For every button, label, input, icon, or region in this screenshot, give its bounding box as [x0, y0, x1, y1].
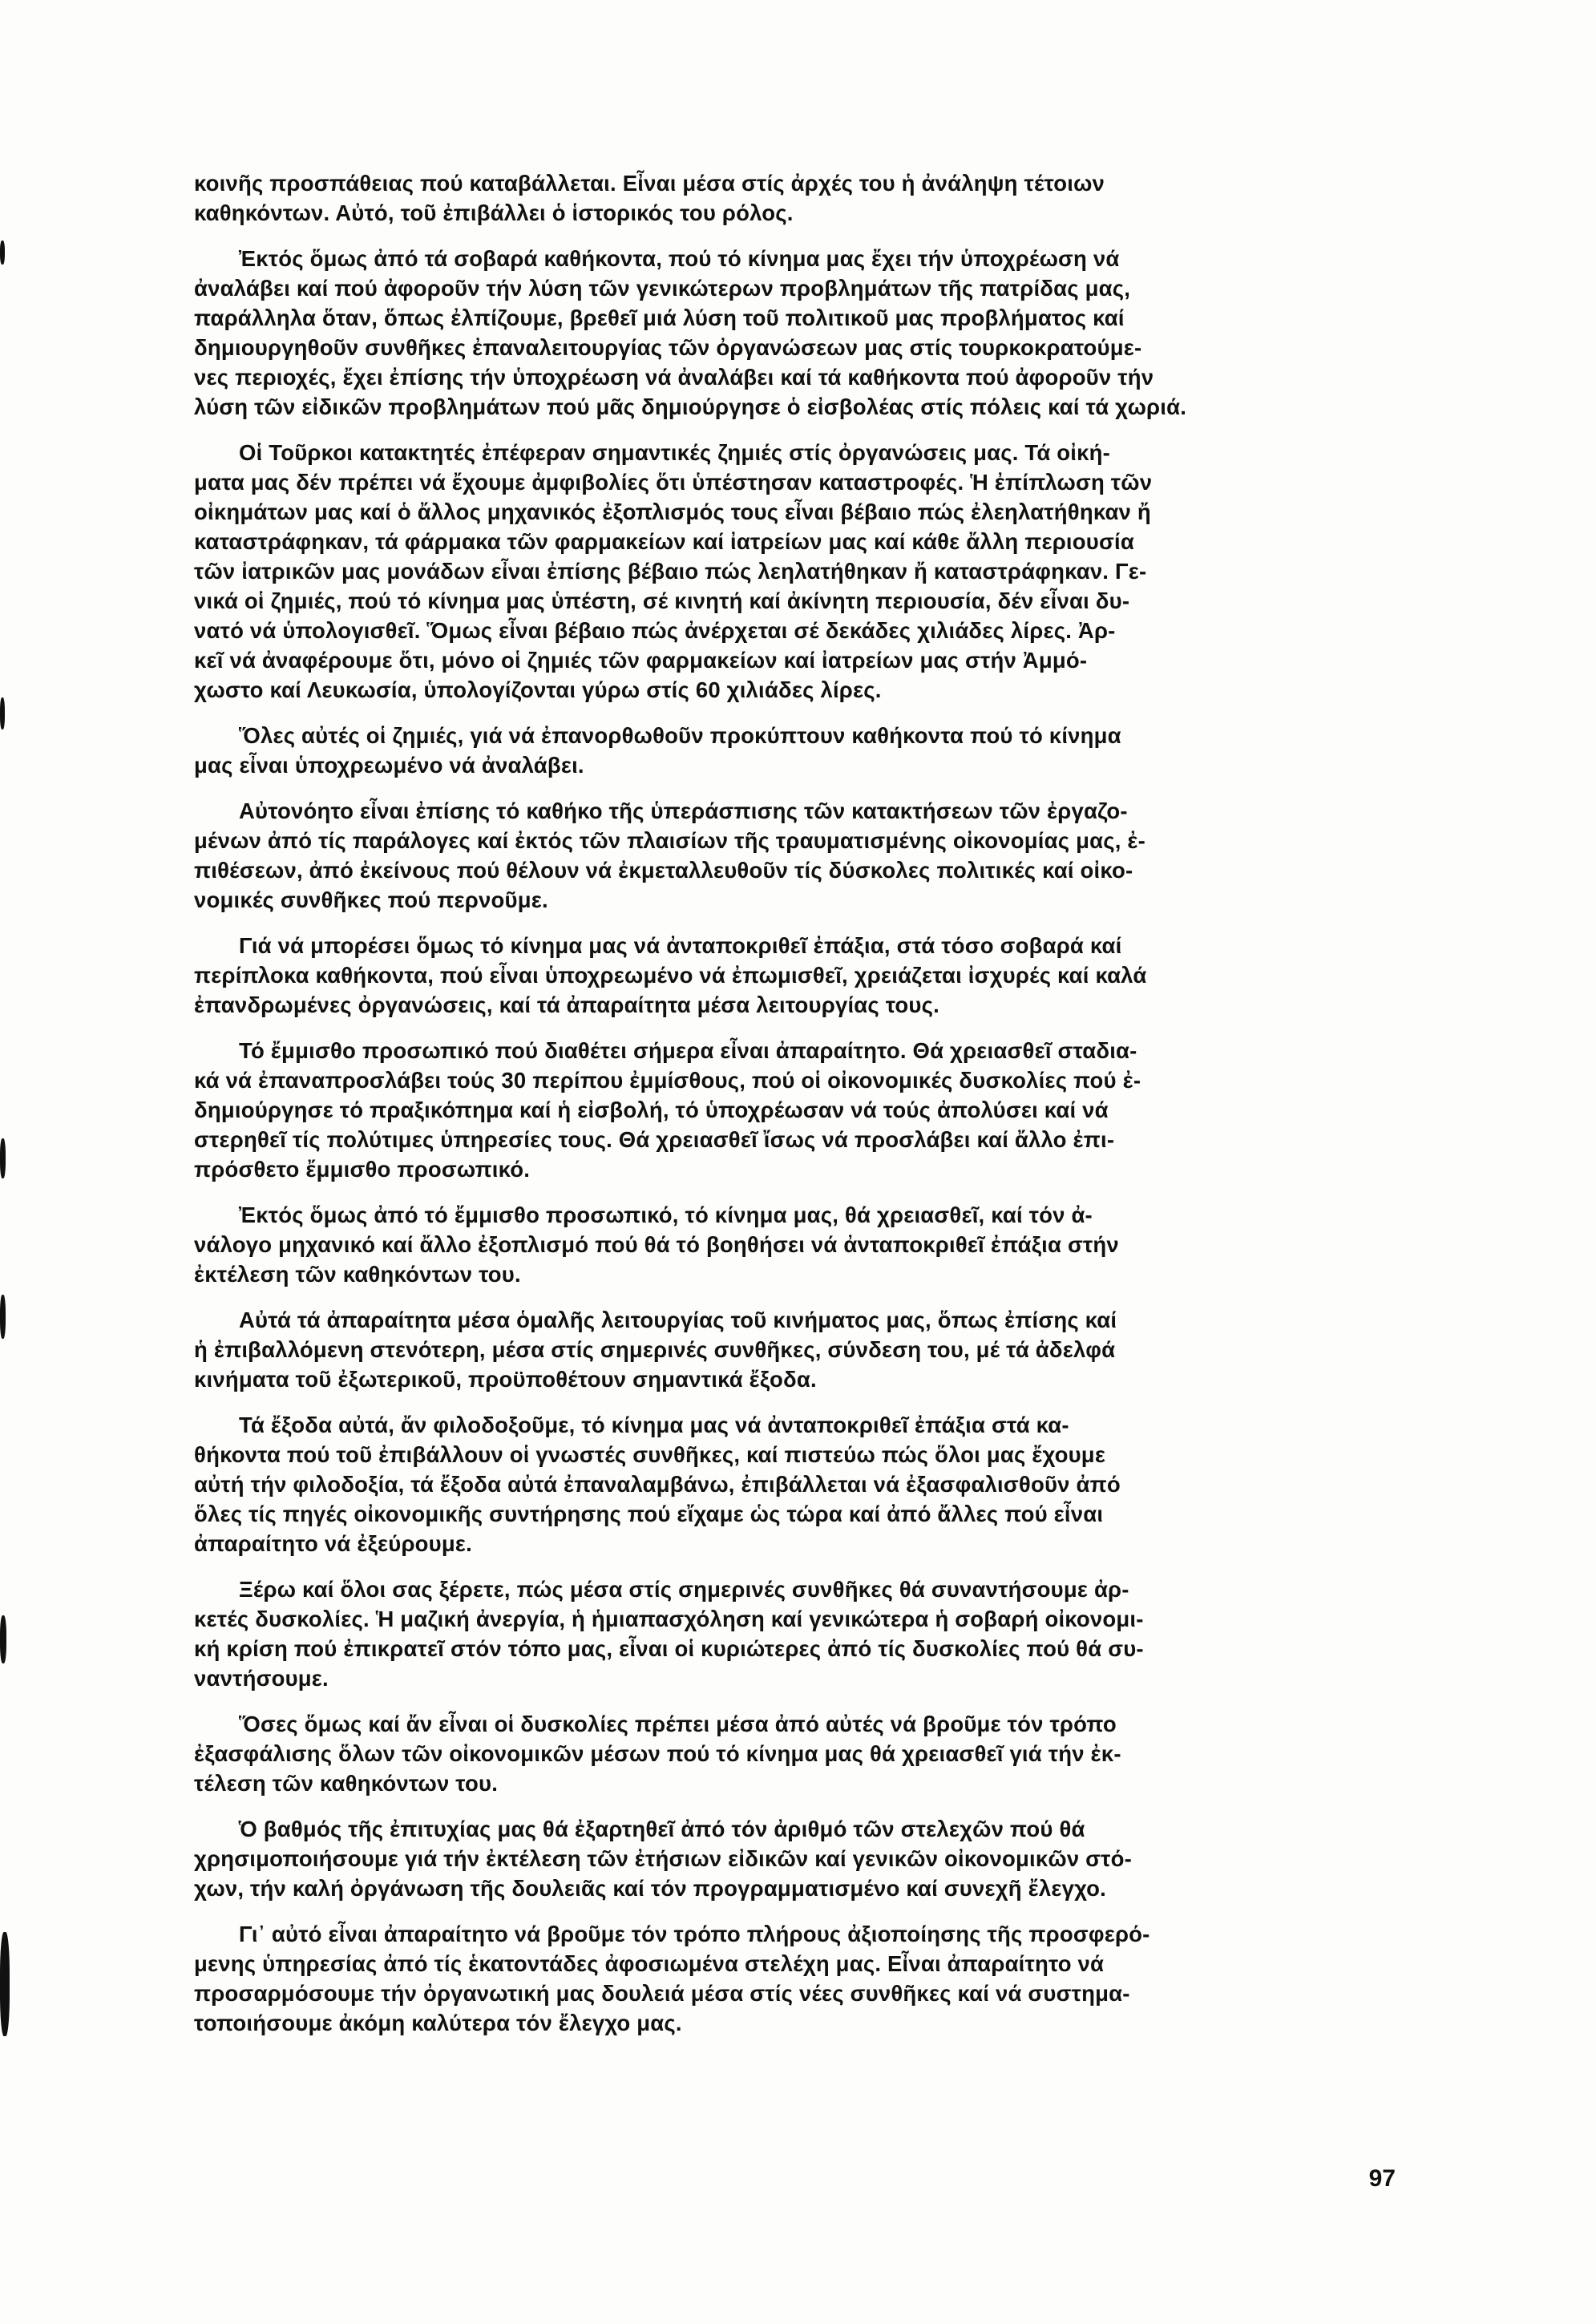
paragraph: Γι᾽ αὐτό εἶναι ἀπαραίτητο νά βροῦμε τόν τρόπο πλήρους ἀξιοποίησης τῆς προσφερό- μενης ὑπηρεσίας ἀπό τίς ἑκατοντάδες ἀφοσιωμένα στελέχη μας. Εἶναι ἀπαραίτητο νά προσαρμόσουμε τήν ὀργανωτική μας δουλειά μέσα στίς νέες συνθῆκες καί νά συστημα- τοποιήσουμε ἀκόμη καλύτερα τόν ἔλεγχο μας. — [194, 1922, 1150, 2035]
paragraph: Ξέρω καί ὅλοι σας ξέρετε, πώς μέσα στίς σημερινές συνθῆκες θά συναντήσουμε ἀρ- κετές δυσκολίες. Ἡ μαζική ἀνεργία, ἡ ἡμιαπασχόληση καί γενικώτερα ἡ σοβαρή οἰκονομι- κή κρίση πού ἐπικρατεῖ στόν τόπο μας, εἶναι οἱ κυριώτερες ἀπό τίς δυσκολίες πού θά συ- ναντήσουμε. — [194, 1577, 1144, 1691]
paragraph: Ἐκτός ὅμως ἀπό τά σοβαρά καθήκοντα, πού τό κίνημα μας ἔχει τήν ὑποχρέωση νά ἀναλάβει καί πού ἀφοροῦν τήν λύση τῶν γενικώτερων προβλημάτων τῆς πατρίδας μας, παράλληλα ὅταν, ὅπως ἐλπίζουμε, βρεθεῖ μιά λύση τοῦ πολιτικοῦ μας προβλήματος καί δημιουργηθοῦν συνθῆκες ἐπαναλειτουργίας τῶν ὀργανώσεων μας στίς τουρκοκρατούμε- νες περιοχές, ἔχει ἐπίσης τήν ὑποχρέωση νά ἀναλάβει καί τά καθήκοντα πού ἀφοροῦν τήν λύση τῶν εἰδικῶν προβλημάτων πού μᾶς δημιούργησε ὁ εἰσβολέας στίς πόλεις καί τά χωριά. — [194, 246, 1187, 419]
paragraph: Τό ἔμμισθο προσωπικό πού διαθέτει σήμερα εἶναι ἀπαραίτητο. Θά χρειασθεῖ σταδια- κά νά ἐπαναπροσλάβει τούς 30 περίπου ἐμμίσθους, πού οἱ οἰκονομικές δυσκολίες πού ἐ- δημιούργησε τό πραξικόπημα καί ἡ εἰσβολή, τό ὑποχρέωσαν νά τούς ἀπολύσει καί νά στερηθεῖ τίς πολύτιμες ὑπηρεσίες τους. Θά χρειασθεῖ ἴσως νά προσλάβει καί ἄλλο ἐπι- πρόσθετο ἔμμισθο προσωπικό. — [194, 1038, 1141, 1182]
paragraph: Αὐτονόητο εἶναι ἐπίσης τό καθήκο τῆς ὑπεράσπισης τῶν κατακτήσεων τῶν ἐργαζο- μένων ἀπό τίς παράλογες καί ἐκτός τῶν πλαισίων τῆς τραυματισμένης οἰκονομίας μας, ἐ- πιθέσεων, ἀπό ἐκείνους πού θέλουν νά ἐκμεταλλευθοῦν τίς δύσκολες πολιτικές καί οἰκο- νομικές συνθῆκες πού περνοῦμε. — [194, 798, 1146, 912]
binding-hole-mark — [0, 240, 5, 265]
paragraph: Ὁ βαθμός τῆς ἐπιτυχίας μας θά ἐξαρτηθεῖ ἀπό τόν ἀριθμό τῶν στελεχῶν πού θά χρησιμοποιήσουμε γιά τήν ἐκτέλεση τῶν ἐτήσιων εἰδικῶν καί γενικῶν οἰκονομικῶν στό- χων, τήν καλή ὀργάνωση τῆς δουλειᾶς καί τόν προγραμματισμένο καί συνεχῆ ἔλεγχο. — [194, 1817, 1132, 1901]
body-text — [194, 168, 1395, 2054]
binding-hole-mark — [0, 697, 5, 730]
binding-hole-mark — [0, 1138, 6, 1178]
paragraph: Ὅσες ὅμως καί ἄν εἶναι οἱ δυσκολίες πρέπει μέσα ἀπό αὐτές νά βροῦμε τόν τρόπο ἐξασφάλισης ὅλων τῶν οἰκονομικῶν μέσων πού τό κίνημα μας θά χρειασθεῖ γιά τήν ἐκ- τέλεση τῶν καθηκόντων του. — [194, 1712, 1121, 1796]
paragraph: Οἱ Τοῦρκοι κατακτητές ἐπέφεραν σημαντικές ζημιές στίς ὀργανώσεις μας. Τά οἰκή- ματα μας δέν πρέπει νά ἔχουμε ἀμφιβολίες ὅτι ὑπέστησαν καταστροφές. Ἡ ἐπίπλωση τῶν οἰκημάτων μας καί ὁ ἄλλος μηχανικός ἐξοπλισμός τους εἶναι βέβαιο πώς ἐλεηλατήθηκαν ἤ καταστράφηκαν, τά φάρμακα τῶν φαρμακείων καί ἰατρείων μας καί κάθε ἄλλη περιουσία τῶν ἰατρικῶν μας μονάδων εἶναι ἐπίσης βέβαιο πώς λεηλατήθηκαν ἤ καταστράφηκαν. Γε- νικά οἱ ζημιές, πού τό κίνημα μας ὑπέστη, σέ κινητή καί ἀκίνητη περιουσία, δέν εἶναι δυ- νατό νά ὑπολογισθεῖ. Ὅμως εἶναι βέβαιο πώς ἀνέρχεται σέ δεκάδες χιλιάδες λίρες. Ἀρ- κεῖ νά ἀναφέρουμε ὅτι, μόνο οἱ ζημιές τῶν φαρμακείων καί ἰατρείων μας στήν Ἀμμό- χωστο καί Λευκωσία, ὑπολογίζονται γύρω στίς 60 χιλιάδες λίρες. — [194, 440, 1153, 702]
binding-hole-mark — [0, 1295, 6, 1339]
paragraph: Τά ἔξοδα αὐτά, ἄν φιλοδοξοῦμε, τό κίνημα μας νά ἀνταποκριθεῖ ἐπάξια στά κα- θήκοντα πού τοῦ ἐπιβάλλουν οἱ γνωστές συνθῆκες, καί πιστεύω πώς ὅλοι μας ἔχουμε αὐτή τήν φιλοδοξία, τά ἔξοδα αὐτά ἐπαναλαμβάνω, ἐπιβάλλεται νά ἐξασφαλισθοῦν ἀπό ὅλες τίς πηγές οἰκονομικῆς συντήρησης πού εἴχαμε ὡς τώρα καί ἀπό ἄλλες πού εἶναι ἀπαραίτητο νά ἐξεύρουμε. — [194, 1413, 1121, 1556]
binding-hole-mark — [0, 1932, 10, 2036]
paragraph: Ὅλες αὐτές οἱ ζημιές, γιά νά ἐπανορθωθοῦν προκύπτουν καθήκοντα πού τό κίνημα μας εἶναι ὑποχρεωμένο νά ἀναλάβει. — [194, 723, 1121, 778]
binding-hole-mark — [0, 1615, 6, 1663]
paragraph: κοινῆς προσπάθειας πού καταβάλλεται. Εἶναι μέσα στίς ἀρχές του ἡ ἀνάληψη τέτοιων καθηκόντων. Αὐτό, τοῦ ἐπιβάλλει ὁ ἱστορικός του ρόλος. — [194, 171, 1105, 225]
page-number: 97 — [1368, 2165, 1396, 2192]
paragraph: Γιά νά μπορέσει ὅμως τό κίνημα μας νά ἀνταποκριθεῖ ἐπάξια, στά τόσο σοβαρά καί περίπλοκα καθήκοντα, πού εἶναι ὑποχρεωμένο νά ἐπωμισθεῖ, χρειάζεται ἰσχυρές καί καλά ἐπανδρωμένες ὀργανώσεις, καί τά ἀπαραίτητα μέσα λειτουργίας τους. — [194, 933, 1147, 1017]
paragraph: Ἐκτός ὅμως ἀπό τό ἔμμισθο προσωπικό, τό κίνημα μας, θά χρειασθεῖ, καί τόν ἀ- νάλογο μηχανικό καί ἄλλο ἐξοπλισμό πού θά τό βοηθήσει νά ἀνταποκριθεῖ ἐπάξια στήν ἐκτέλεση τῶν καθηκόντων του. — [194, 1202, 1119, 1287]
paragraph: Αὐτά τά ἀπαραίτητα μέσα ὁμαλῆς λειτουργίας τοῦ κινήματος μας, ὅπως ἐπίσης καί ἡ ἐπιβαλλόμενη στενότερη, μέσα στίς σημερινές συνθῆκες, σύνδεση του, μέ τά ἀδελφά κινήματα τοῦ ἐξωτερικοῦ, προϋποθέτουν σημαντικά ἔξοδα. — [194, 1308, 1117, 1392]
